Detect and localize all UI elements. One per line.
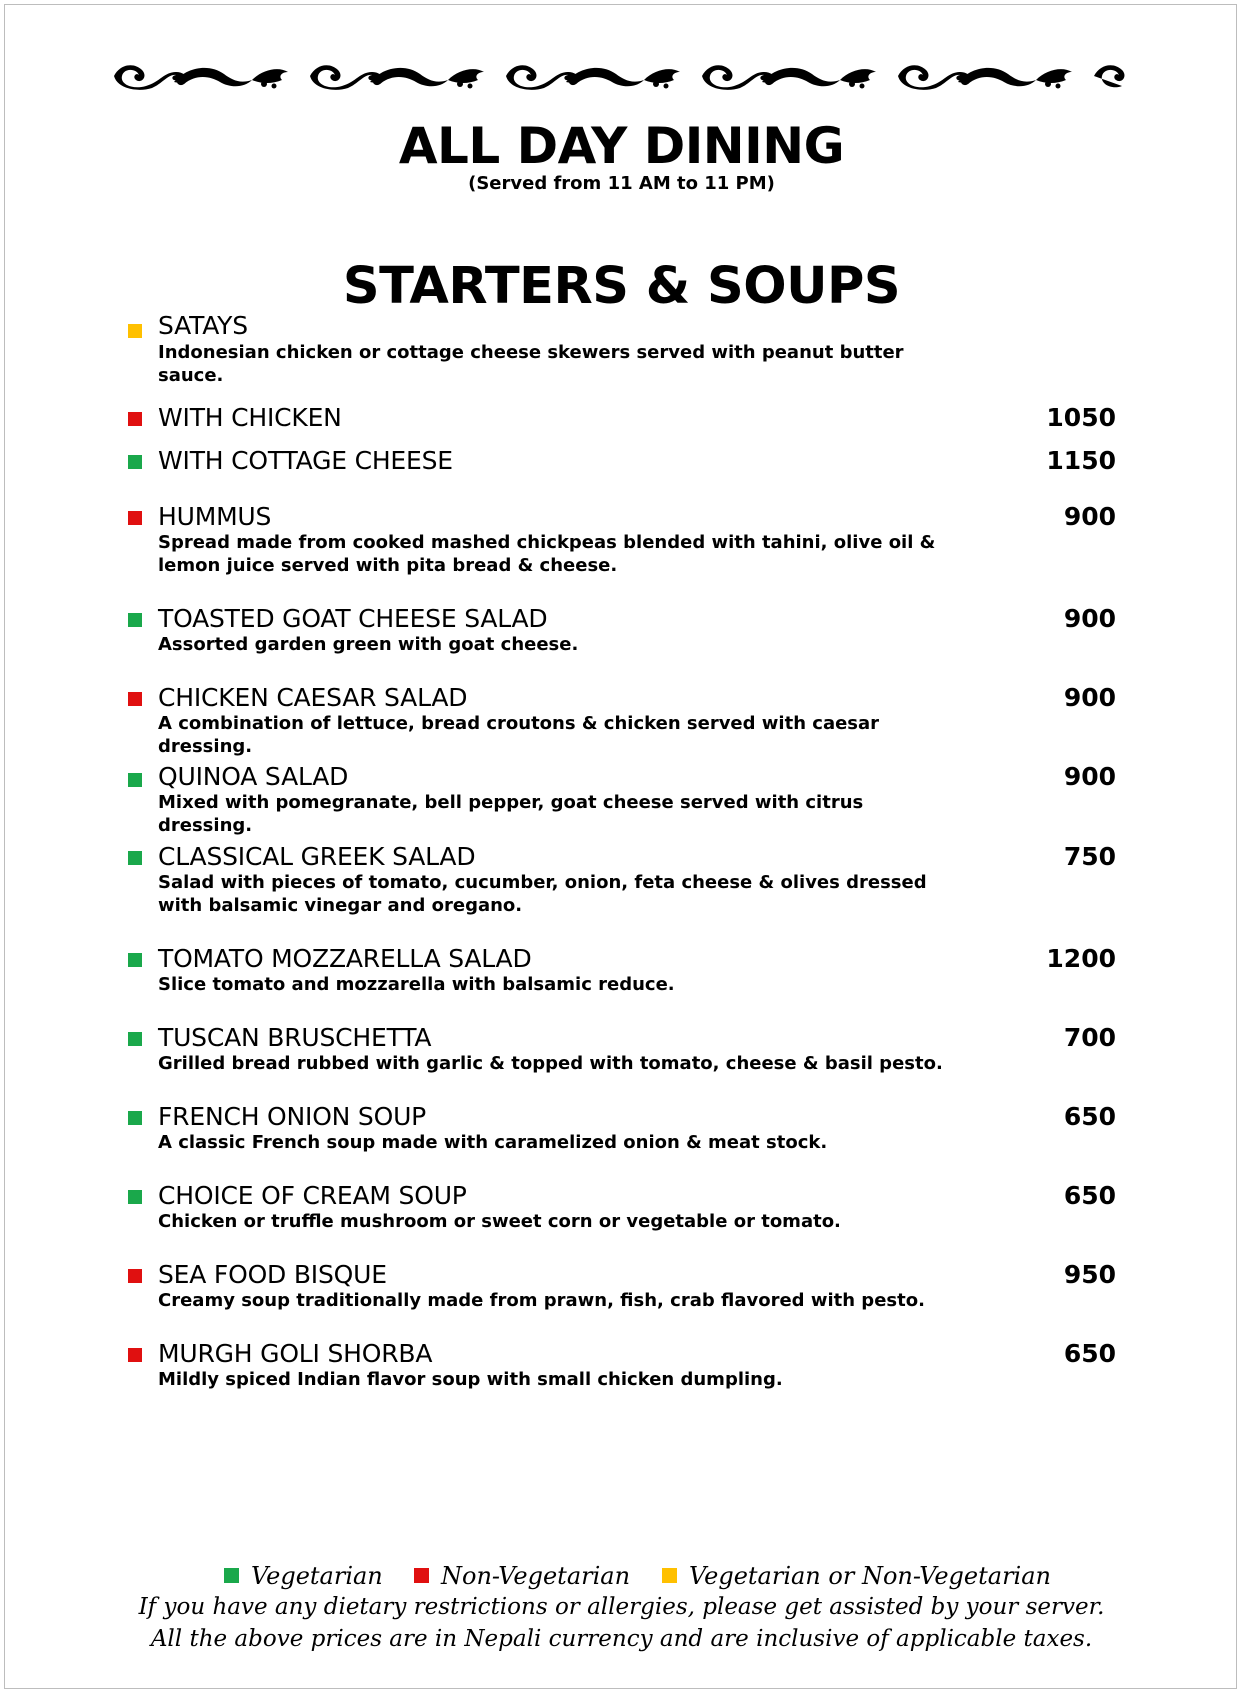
item-description: Salad with pieces of tomato, cucumber, onion, feta cheese & olives dressed with balsamic vinegar and oregano. (158, 872, 927, 916)
item-name: CLASSICAL GREEK SALAD (158, 842, 476, 871)
item-name: CHOICE OF CREAM SOUP (158, 1181, 467, 1210)
non-vegetarian-square-icon (414, 1568, 429, 1583)
diet-marker-icon (128, 324, 142, 338)
item-description: Mixed with pomegranate, bell pepper, goat cheese served with citrus dressing. (158, 792, 864, 836)
diet-marker-icon (128, 953, 142, 967)
item-price: 900 (1063, 604, 1116, 633)
item-price: 650 (1063, 1181, 1116, 1210)
diet-marker-icon (128, 851, 142, 865)
item-description: Slice tomato and mozzarella with balsamic reduce. (158, 974, 675, 995)
diet-marker-icon (128, 692, 142, 706)
legend-vegetarian (224, 1560, 383, 1592)
item-price: 950 (1063, 1260, 1116, 1289)
item-name: TOMATO MOZZARELLA SALAD (158, 944, 532, 973)
diet-marker-icon (128, 511, 142, 525)
item-price: 900 (1063, 762, 1116, 791)
diet-marker-icon (128, 1269, 142, 1283)
item-name: SATAYS (158, 311, 248, 340)
item-price: 1150 (1046, 446, 1116, 475)
legend-either (662, 1560, 1051, 1592)
item-name: TOASTED GOAT CHEESE SALAD (158, 604, 548, 633)
diet-marker-icon (128, 1111, 142, 1125)
item-description: Creamy soup traditionally made from prawn, fish, crab flavored with pesto. (158, 1290, 925, 1311)
item-description: Grilled bread rubbed with garlic & topped with tomato, cheese & basil pesto. (158, 1053, 943, 1074)
diet-marker-icon (128, 455, 142, 469)
item-price: 900 (1063, 502, 1116, 531)
diet-marker-icon (128, 1032, 142, 1046)
item-name: SEA FOOD BISQUE (158, 1260, 387, 1289)
item-name: CHICKEN CAESAR SALAD (158, 683, 468, 712)
price-note: All the above prices are in Nepali currency and are inclusive of applicable taxes. (150, 1626, 1093, 1652)
item-price: 650 (1063, 1102, 1116, 1131)
item-price: 650 (1063, 1339, 1116, 1368)
legend-label: Vegetarian (251, 1562, 383, 1590)
diet-marker-icon (128, 412, 142, 426)
either-square-icon (662, 1568, 677, 1583)
diet-legend (0, 1560, 1243, 1592)
legend-non-vegetarian (414, 1560, 630, 1592)
item-name: HUMMUS (158, 502, 272, 531)
section-title: STARTERS & SOUPS (342, 257, 901, 316)
item-price: 1200 (1046, 944, 1116, 973)
diet-marker-icon (128, 1348, 142, 1362)
decorative-border-ornament (112, 58, 1128, 94)
item-description: Chicken or truffle mushroom or sweet corn or vegetable or tomato. (158, 1211, 841, 1232)
item-description: Indonesian chicken or cottage cheese skewers served with peanut butter sauce. (158, 342, 904, 386)
allergy-note: If you have any dietary restrictions or allergies, please get assisted by your server. (138, 1594, 1105, 1620)
diet-marker-icon (128, 1190, 142, 1204)
vegetarian-square-icon (224, 1568, 239, 1583)
item-name: WITH COTTAGE CHEESE (158, 446, 453, 475)
item-name: QUINOA SALAD (158, 762, 349, 791)
item-name: FRENCH ONION SOUP (158, 1102, 427, 1131)
diet-marker-icon (128, 613, 142, 627)
item-description: Assorted garden green with goat cheese. (158, 634, 579, 655)
item-name: WITH CHICKEN (158, 403, 342, 432)
item-price: 1050 (1046, 403, 1116, 432)
item-description: Mildly spiced Indian flavor soup with small chicken dumpling. (158, 1369, 783, 1390)
service-hours: (Served from 11 AM to 11 PM) (468, 173, 775, 194)
diet-marker-icon (128, 773, 142, 787)
legend-label: Non-Vegetarian (441, 1562, 631, 1590)
item-name: TUSCAN BRUSCHETTA (158, 1023, 432, 1052)
item-price: 750 (1063, 842, 1116, 871)
item-description: Spread made from cooked mashed chickpeas blended with tahini, olive oil & lemon juice served with pita bread & cheese. (158, 532, 936, 576)
legend-label: Vegetarian or Non-Vegetarian (689, 1562, 1051, 1590)
item-price: 900 (1063, 683, 1116, 712)
item-description: A combination of lettuce, bread croutons & chicken served with caesar dressing. (158, 713, 880, 757)
item-name: MURGH GOLI SHORBA (158, 1339, 433, 1368)
item-description: A classic French soup made with caramelized onion & meat stock. (158, 1132, 828, 1153)
page-title: ALL DAY DINING (398, 117, 845, 175)
item-price: 700 (1063, 1023, 1116, 1052)
